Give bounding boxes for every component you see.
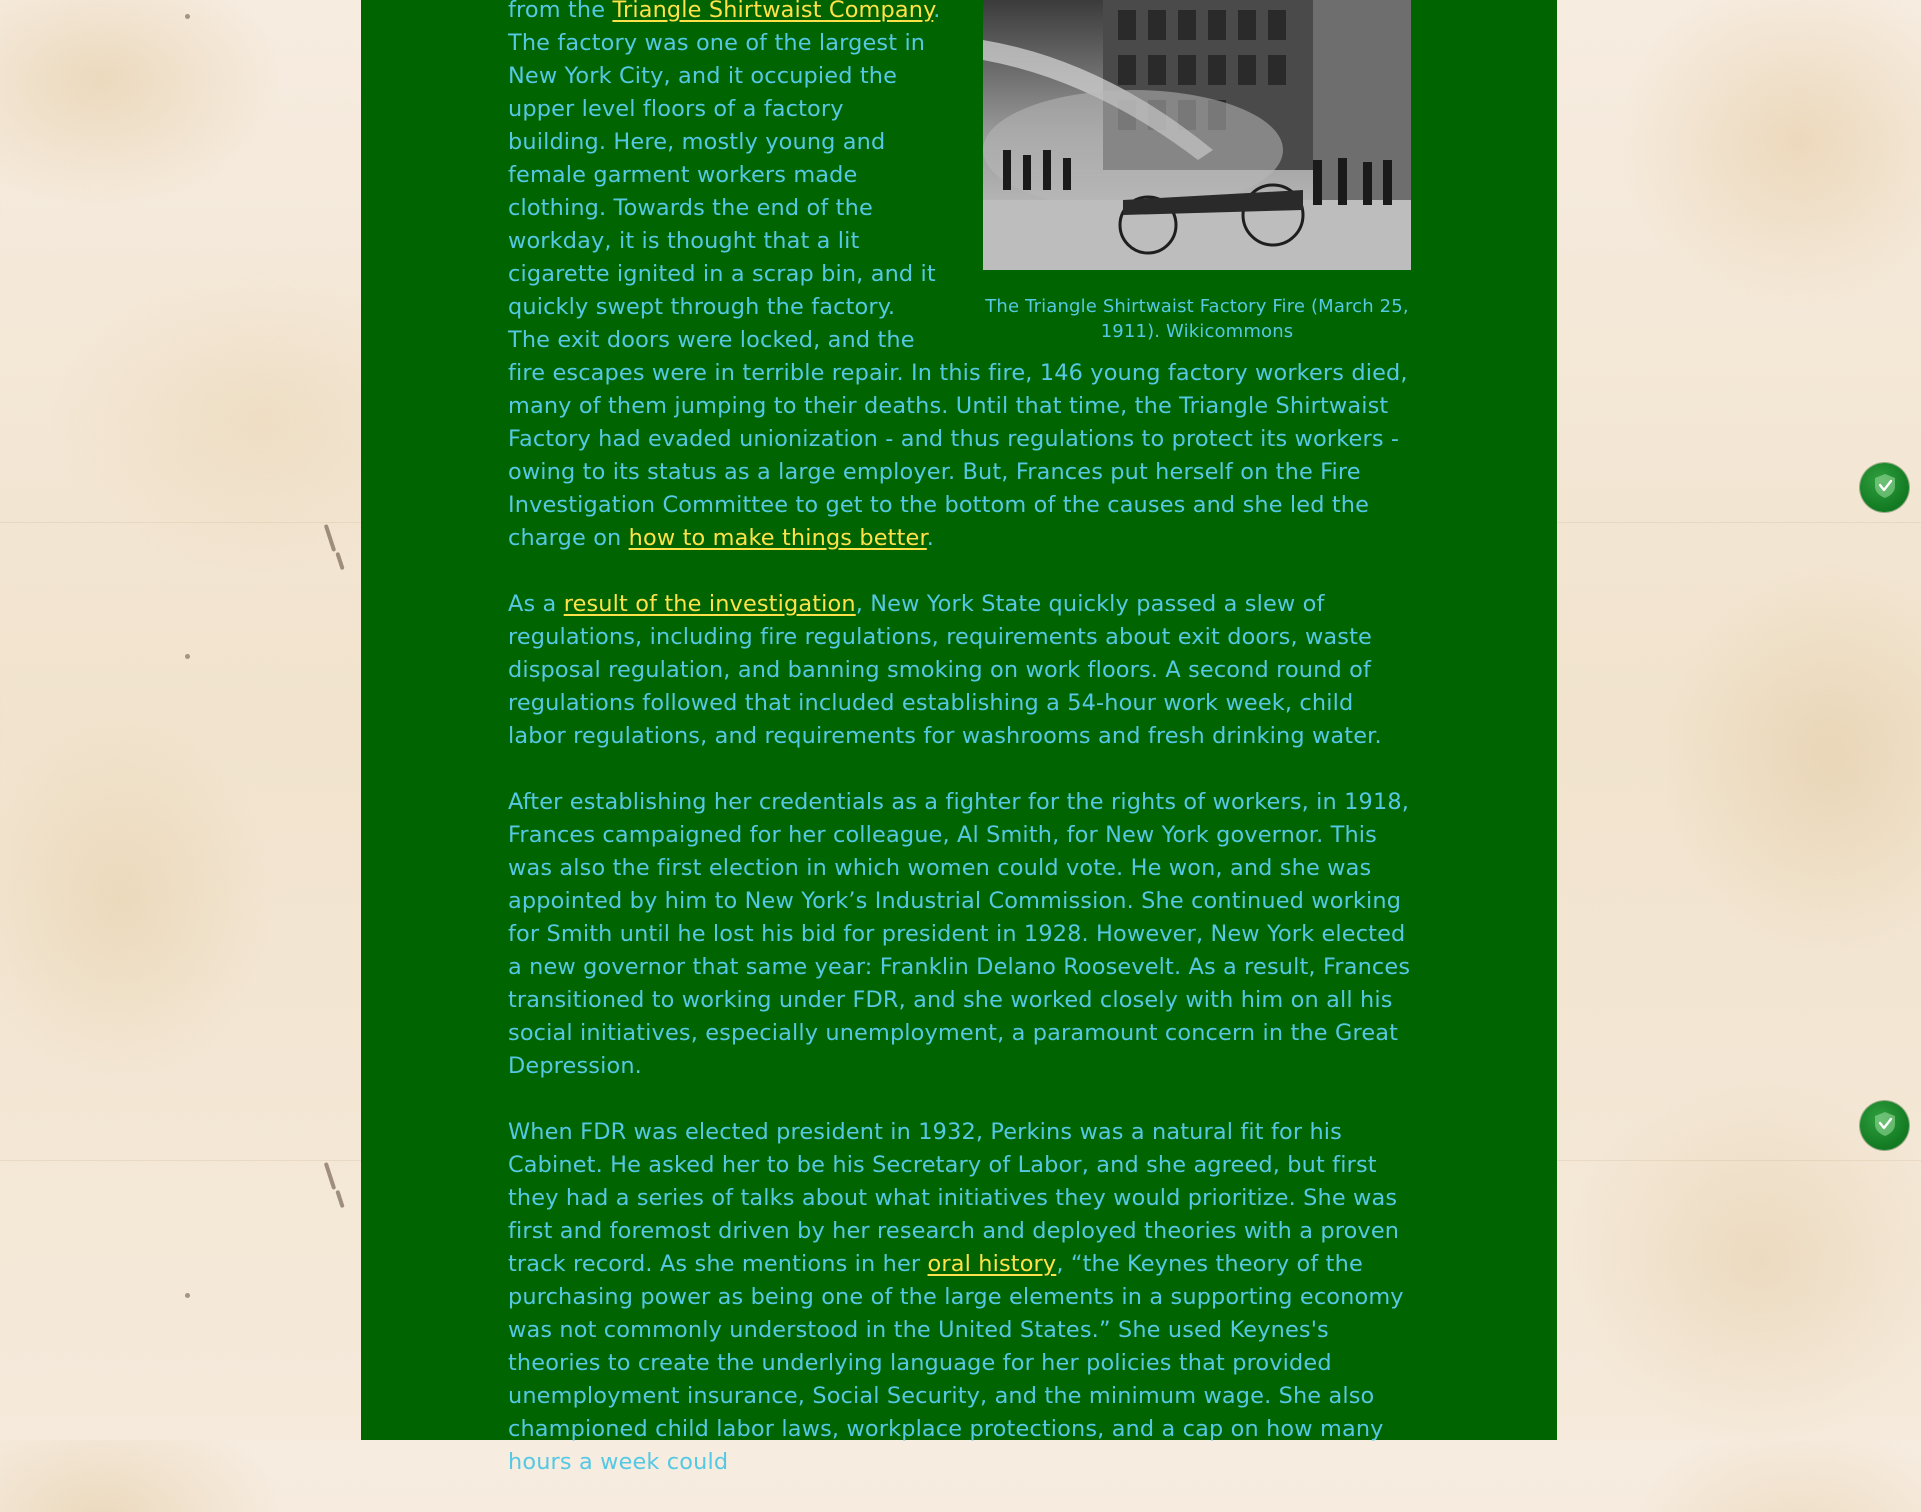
shield-check-badge[interactable] (1860, 463, 1909, 512)
shield-check-badge[interactable] (1860, 1101, 1909, 1150)
text-segment: , “the Keynes theory of the purchasing power as being one of the large elements in a supporting economy was not commonly understood in the United States.” She used Keynes's theories to create the underlying language for her policies that provided unemployment insurance, Social Security, and the minimum wage. She also championed child labor laws, workplace protections, and a cap on how many hours a week could (508, 1251, 1404, 1475)
paragraph-triangle-fire (508, 0, 1413, 555)
paragraph-fdr-transition: After establishing her credentials as a fighter for the rights of workers, in 1918, Frances campaigned for her colleague, Al Smith, for New York governor. This was also the first election in which women could vote. He won, and she was appointed by him to New York’s Industrial Commission. She continued working for Smith until he lost his bid for president in 1928. However, New York elected a new governor that same year: Franklin Delano Roosevelt. As a result, Frances transitioned to working under FDR, and she worked closely with him on all his social initiatives, especially unemployment, a paramount concern in the Great Depression. (508, 789, 1411, 1079)
background-scratch (335, 1190, 344, 1208)
how-to-make-things-better-link[interactable]: how to make things better (628, 525, 927, 551)
text-segment: When FDR was elected president in 1932, Perkins was a natural fit for his Cabinet. He asked her to be his Secretary of Labor, and she agreed, but first they had a series of talks about what initiatives they would prioritize. She was first and foremost driven by her research and deployed theories with a proven track record. As she mentions in her (508, 1119, 1400, 1277)
background-speck (185, 1293, 190, 1298)
triangle-shirtwaist-link[interactable]: Triangle Shirtwaist Company (612, 0, 934, 23)
background-scratch (324, 524, 336, 552)
figure-caption: The Triangle Shirtwaist Factory Fire (March 25, 1911). Wikicommons (985, 296, 1409, 342)
text-segment: from the (508, 0, 613, 23)
background-speck (185, 654, 190, 659)
paragraph-secretary-of-labor (508, 1116, 1413, 1479)
background-scratch (335, 552, 344, 570)
result-of-investigation-link[interactable]: result of the investigation (563, 591, 856, 617)
shield-check-icon (1872, 472, 1898, 504)
text-segment: . (926, 525, 935, 551)
shield-check-icon (1872, 1110, 1898, 1142)
article-body (508, 0, 1413, 1512)
oral-history-link[interactable]: oral history (927, 1251, 1057, 1277)
background-scratch (324, 1162, 336, 1190)
background-speck (185, 14, 190, 19)
text-segment: , New York State quickly passed a slew of regulations, including fire regulations, requirements about exit doors, waste disposal regulation, and banning smoking on work floors. A second round of regulations followed that included establishing a 54-hour work week, child labor regulations, and requirements for washrooms and fresh drinking water. (508, 591, 1382, 749)
figure (983, 0, 1411, 344)
fire-photo (983, 0, 1411, 270)
paragraph-investigation-result (508, 588, 1413, 753)
text-segment: As a (508, 591, 564, 617)
text-segment: . The factory was one of the largest in New York City, and it occupied the upper level floors of a factory building. Here, mostly young and female garment workers made clothing. Towards the end of the workday, it is thought that a lit cigarette ignited in a scrap bin, and it quickly swept through the factory. The exit doors were locked, and the fire escapes were in terrible repair. In this fire, 146 young factory workers died, many of them jumping to their deaths. Until that time, the Triangle Shirtwaist Factory had evaded unionization - and thus regulations to protect its workers - owing to its status as a large employer. But, Frances put herself on the Fire Investigation Committee to get to the bottom of the causes and she led the charge on (508, 0, 1408, 551)
